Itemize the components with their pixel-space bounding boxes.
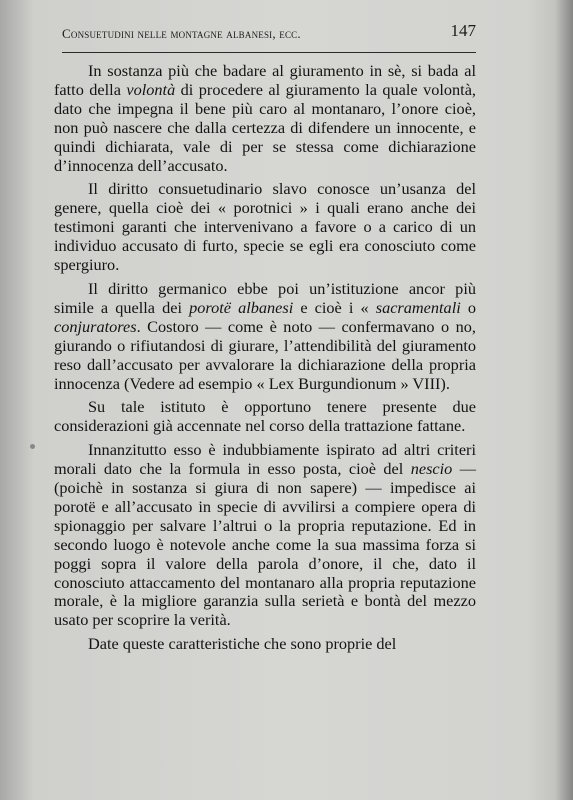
text-run: In sostanza più che badare al giuramento in sè, si bada al fatto della: [54, 61, 476, 99]
page-number: 147: [450, 21, 476, 40]
body-text: [54, 62, 476, 654]
paragraph: [54, 441, 476, 630]
italic-run: porotë albanesi: [189, 297, 294, 317]
text-run: Innanzitutto esso è indubbiamente ispirato ad altri criteri morali dato che la formula in esso posta, cioè del: [54, 440, 476, 479]
paragraph: [54, 398, 476, 436]
running-header: [62, 18, 476, 53]
paragraph: [54, 635, 476, 654]
text-run: Date queste caratteristiche che sono proprie del: [88, 634, 397, 654]
paper-speck: [30, 444, 35, 449]
text-run: Il diritto germanico ebbe poi un’istituzione ancor più simile a quella dei: [54, 278, 476, 317]
text-run: Su tale istituto è opportuno tenere presente due considerazioni già accennate nel corso della trattazione fattane.: [54, 397, 476, 436]
page-edge-shadow: [555, 0, 573, 800]
italic-run: conjuratores: [54, 316, 137, 336]
running-title: Consuetudini nelle montagne albanesi, ecc.: [62, 26, 301, 41]
paragraph: [54, 62, 476, 175]
italic-run: nescio: [410, 459, 453, 479]
text-run: . Costoro — come è noto — confermavano o no, giurando o rifiutandosi di giurare, l’attendibilità del giuramento reso dall’accusato per avvalorare la dichiarazione della propria innocenza (Vedere ad esempio « Lex Burgundionum » VIII).: [54, 316, 476, 393]
text-run: o: [460, 297, 476, 317]
italic-run: sacramentali: [375, 297, 461, 317]
text-run: Il diritto consuetudinario slavo conosce un’usanza del genere, quella cioè dei « porotnici » i quali erano anche dei testimoni garanti che intervenivano a favore o a carico di un individuo accusato di furto, specie se egli era conosciuto come spergiuro.: [54, 179, 476, 275]
text-run: e cioè i «: [293, 297, 376, 317]
text-run: — (poichè in sostanza si giura di non sapere) — impedisce ai porotë e all’accusato in specie di avvilirsi a compiere opera di spionaggio per salvare l’altrui o la propria reputazione. Ed in secondo luogo è notevole anche come la sua massima forza si poggi sopra il valore della parola d’onore, il che, dato il conosciuto attaccamento del montanaro alla propria reputazione morale, è la migliore garanzia sulla serietà e bontà del mezzo usato per scoprire la verità.: [54, 459, 476, 630]
italic-run: volontà: [126, 79, 176, 99]
text-run: di procedere al giuramento la quale volontà, dato che impegna il bene più caro al montanaro, l’onore cioè, non può nascere che dalla certezza di difendere un innocente, e quindi dichiarata, vale di per se stessa come dichiarazione d’innocenza dell’accusato.: [54, 79, 476, 175]
paragraph: [54, 180, 476, 275]
paragraph: [54, 280, 476, 393]
